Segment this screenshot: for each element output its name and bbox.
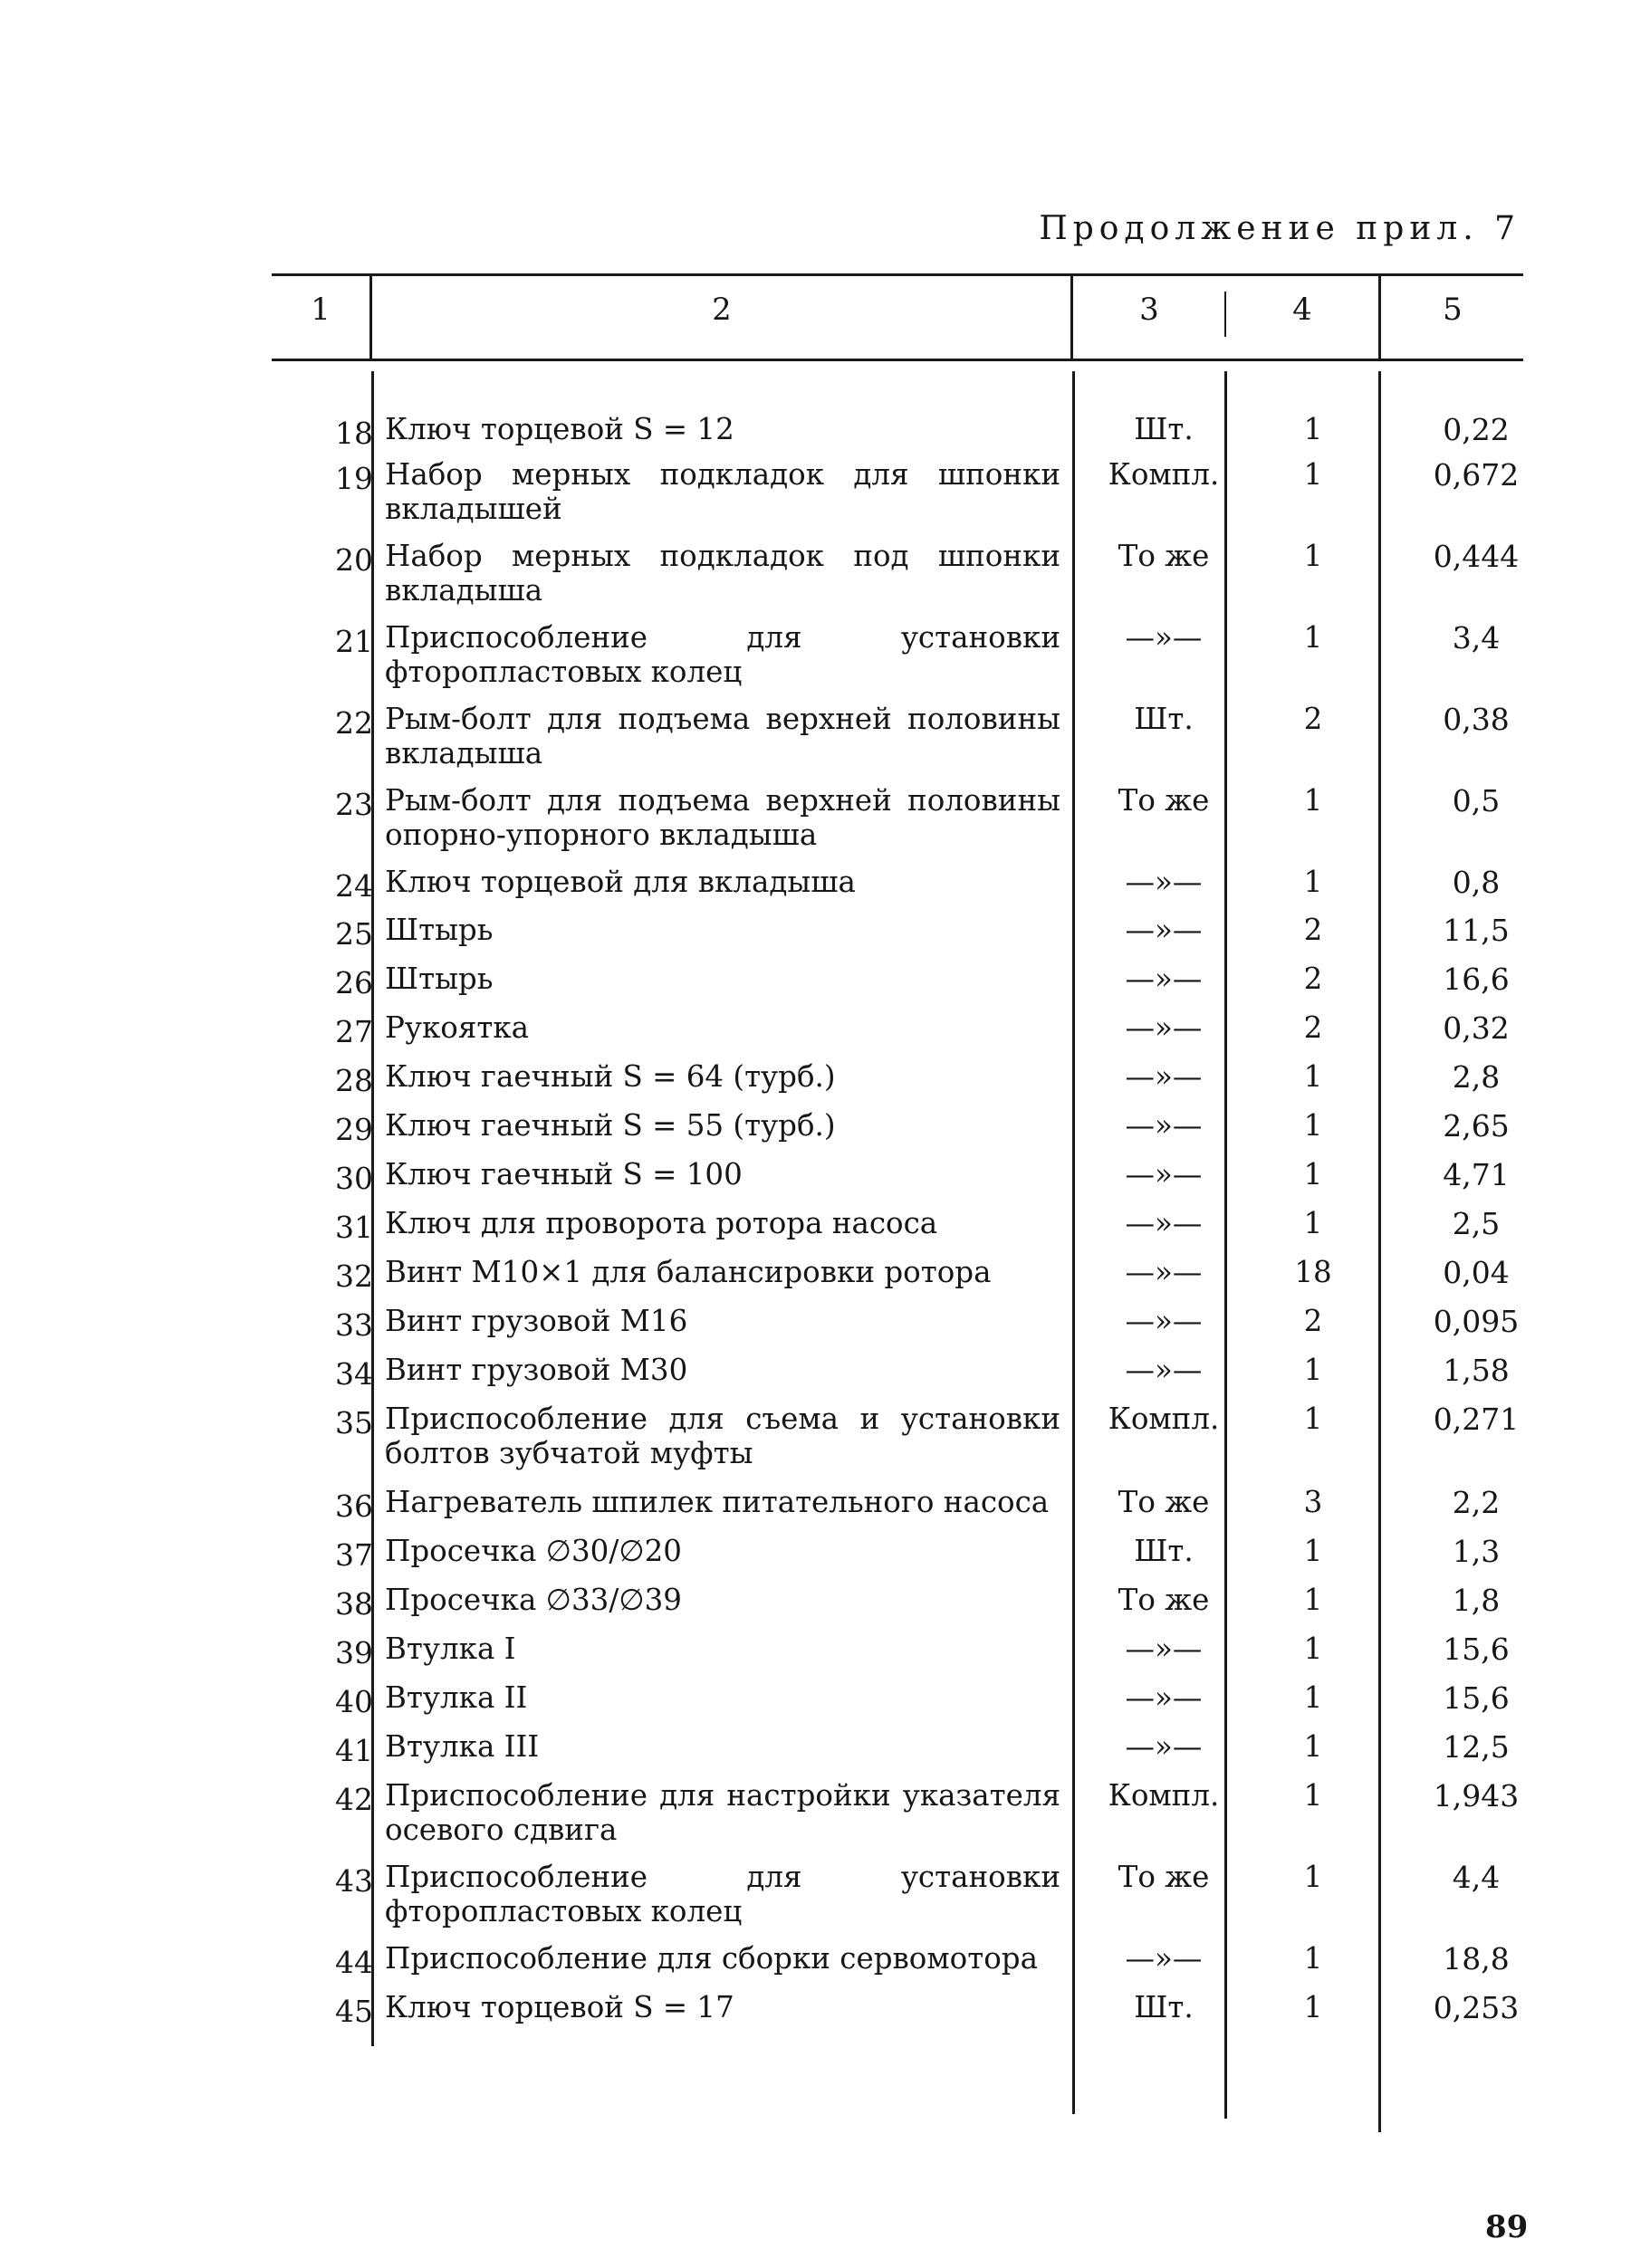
item-quantity: 18 [1294,1255,1332,1289]
item-name: Штырь [385,962,494,996]
item-unit: Шт. [1134,412,1194,446]
item-name: Рым-болт для подъема верхней половины опорно-упорного вкладыша [385,783,1060,852]
row-number: 23 [335,787,373,822]
item-quantity: 2 [1303,1304,1323,1338]
item-name: Ключ торцевой S = 12 [385,412,734,446]
item-unit: —»— [1125,1353,1203,1387]
item-name: Приспособление для установки фторопластовых колец [385,620,1060,689]
item-quantity: 1 [1303,1860,1323,1894]
item-quantity: 3 [1303,1485,1323,1519]
item-mass: 1,8 [1452,1583,1501,1618]
row-number: 26 [335,965,373,1000]
item-name: Рукоятка [385,1010,530,1045]
column-divider-1 [369,273,372,359]
row-number: 31 [335,1210,373,1245]
row-number: 41 [335,1733,373,1768]
item-unit: То же [1118,539,1210,573]
item-name: Винт грузовой М30 [385,1353,688,1387]
column-header-2: 2 [712,292,732,328]
table-top-rule [272,273,1523,276]
item-quantity: 1 [1303,1353,1323,1387]
item-mass: 0,38 [1443,702,1510,737]
item-unit: —»— [1125,1729,1203,1764]
item-mass: 18,8 [1443,1941,1510,1976]
row-number: 40 [335,1684,373,1719]
column-divider-4 [1378,273,1381,359]
row-number: 42 [335,1782,373,1817]
item-mass: 11,5 [1443,913,1510,948]
item-unit: То же [1118,1485,1210,1519]
item-unit: То же [1118,783,1210,818]
item-quantity: 1 [1303,1157,1323,1191]
item-name: Штырь [385,913,494,947]
row-number: 27 [335,1014,373,1049]
item-mass: 1,58 [1443,1353,1510,1388]
row-number: 33 [335,1307,373,1343]
item-unit: —»— [1125,1255,1203,1289]
item-mass: 2,2 [1452,1485,1501,1520]
item-name: Ключ торцевой S = 17 [385,1990,734,2024]
item-quantity: 1 [1303,1990,1323,2024]
item-unit: То же [1118,1583,1210,1617]
item-mass: 3,4 [1452,620,1501,656]
item-mass: 0,5 [1452,783,1501,818]
row-number: 20 [335,542,373,578]
item-quantity: 1 [1303,1778,1323,1813]
row-number: 21 [335,624,373,659]
row-number: 39 [335,1635,373,1670]
item-mass: 0,22 [1443,412,1510,447]
item-quantity: 1 [1303,1402,1323,1436]
item-quantity: 2 [1303,702,1323,736]
item-mass: 4,71 [1443,1157,1510,1192]
row-number: 34 [335,1356,373,1392]
item-name: Набор мерных подкладок под шпонки вкладыша [385,539,1060,608]
item-unit: —»— [1125,1108,1203,1143]
item-unit: —»— [1125,1010,1203,1045]
item-unit: Компл. [1108,1402,1220,1436]
row-number: 37 [335,1537,373,1573]
row-number: 22 [335,705,373,741]
row-number: 43 [335,1863,373,1899]
item-name: Приспособление для установки фторопластовых колец [385,1860,1060,1928]
item-name: Ключ гаечный S = 55 (турб.) [385,1108,836,1143]
row-number: 29 [335,1112,373,1147]
item-name: Приспособление для настройки указателя осевого сдвига [385,1778,1060,1847]
item-mass: 2,5 [1452,1206,1501,1241]
item-unit: —»— [1125,1059,1203,1094]
item-mass: 2,65 [1443,1108,1510,1144]
item-name: Ключ торцевой для вкладыша [385,865,856,899]
column-header-5: 5 [1443,292,1463,328]
item-name: Просечка ∅30/∅20 [385,1534,682,1568]
item-unit: —»— [1125,865,1203,899]
item-mass: 0,271 [1433,1402,1520,1437]
item-mass: 0,444 [1433,539,1520,574]
item-name: Винт грузовой М16 [385,1304,688,1338]
item-mass: 1,3 [1452,1534,1501,1569]
item-name: Ключ гаечный S = 100 [385,1157,743,1191]
item-mass: 15,6 [1443,1632,1510,1667]
item-unit: —»— [1125,1206,1203,1240]
page-number: 89 [1485,2209,1529,2245]
item-quantity: 1 [1303,539,1323,573]
row-number: 25 [335,916,373,952]
item-quantity: 1 [1303,1583,1323,1617]
item-unit: —»— [1125,962,1203,996]
item-quantity: 1 [1303,865,1323,899]
row-number: 45 [335,1994,373,2029]
item-unit: Шт. [1134,702,1194,736]
item-unit: —»— [1125,1941,1203,1976]
item-mass: 0,672 [1433,457,1520,493]
item-name: Ключ для проворота ротора насоса [385,1206,938,1240]
row-number: 30 [335,1161,373,1196]
column-header-3: 3 [1139,292,1159,328]
item-unit: —»— [1125,1680,1203,1715]
item-quantity: 2 [1303,1010,1323,1045]
item-name: Втулка III [385,1729,540,1764]
item-mass: 16,6 [1443,962,1510,997]
item-unit: Компл. [1108,1778,1220,1813]
item-name: Втулка I [385,1632,516,1666]
row-number: 18 [335,416,373,451]
item-mass: 15,6 [1443,1680,1510,1716]
row-number: 24 [335,868,373,904]
row-number: 32 [335,1258,373,1294]
row-number: 44 [335,1945,373,1980]
item-quantity: 2 [1303,913,1323,947]
item-mass: 0,253 [1433,1990,1520,2025]
item-quantity: 1 [1303,457,1323,492]
item-name: Просечка ∅33/∅39 [385,1583,682,1617]
item-quantity: 1 [1303,1729,1323,1764]
row-number: 35 [335,1405,373,1440]
column-divider-2 [1070,273,1073,359]
continuation-heading: Продолжение прил. 7 [1039,210,1521,247]
item-unit: —»— [1125,913,1203,947]
row-number: 28 [335,1063,373,1098]
item-mass: 12,5 [1443,1729,1510,1765]
item-quantity: 1 [1303,1680,1323,1715]
item-name: Приспособление для съема и установки болтов зубчатой муфты [385,1402,1060,1470]
item-name: Ключ гаечный S = 64 (турб.) [385,1059,836,1094]
item-unit: —»— [1125,1304,1203,1338]
item-mass: 0,8 [1452,865,1501,900]
item-quantity: 1 [1303,1632,1323,1666]
item-quantity: 1 [1303,783,1323,818]
item-unit: Шт. [1134,1990,1194,2024]
column-header-4: 4 [1292,292,1312,328]
item-name: Винт М10×1 для балансировки ротора [385,1255,992,1289]
row-number: 36 [335,1488,373,1524]
item-unit: Шт. [1134,1534,1194,1568]
item-mass: 0,32 [1443,1010,1510,1046]
item-quantity: 1 [1303,620,1323,655]
item-unit: —»— [1125,1157,1203,1191]
item-name: Приспособление для сборки сервомотора [385,1941,1038,1976]
item-mass: 0,04 [1443,1255,1510,1290]
item-mass: 2,8 [1452,1059,1501,1095]
column-header-1: 1 [311,292,331,328]
item-mass: 4,4 [1452,1860,1501,1895]
item-quantity: 1 [1303,1059,1323,1094]
item-unit: —»— [1125,1632,1203,1666]
row-number: 38 [335,1586,373,1622]
item-quantity: 1 [1303,1206,1323,1240]
item-mass: 0,095 [1433,1304,1520,1339]
item-quantity: 1 [1303,1941,1323,1976]
item-quantity: 2 [1303,962,1323,996]
item-unit: То же [1118,1860,1210,1894]
table-header-rule [272,359,1523,361]
item-quantity: 1 [1303,412,1323,446]
item-unit: Компл. [1108,457,1220,492]
item-name: Нагреватель шпилек питательного насоса [385,1485,1050,1519]
row-number: 19 [335,461,373,496]
item-unit: —»— [1125,620,1203,655]
item-mass: 1,943 [1433,1778,1520,1813]
item-name: Набор мерных подкладок для шпонки вкладышей [385,457,1060,526]
item-quantity: 1 [1303,1108,1323,1143]
item-name: Втулка II [385,1680,528,1715]
item-name: Рым-болт для подъема верхней половины вкладыша [385,702,1060,770]
item-quantity: 1 [1303,1534,1323,1568]
